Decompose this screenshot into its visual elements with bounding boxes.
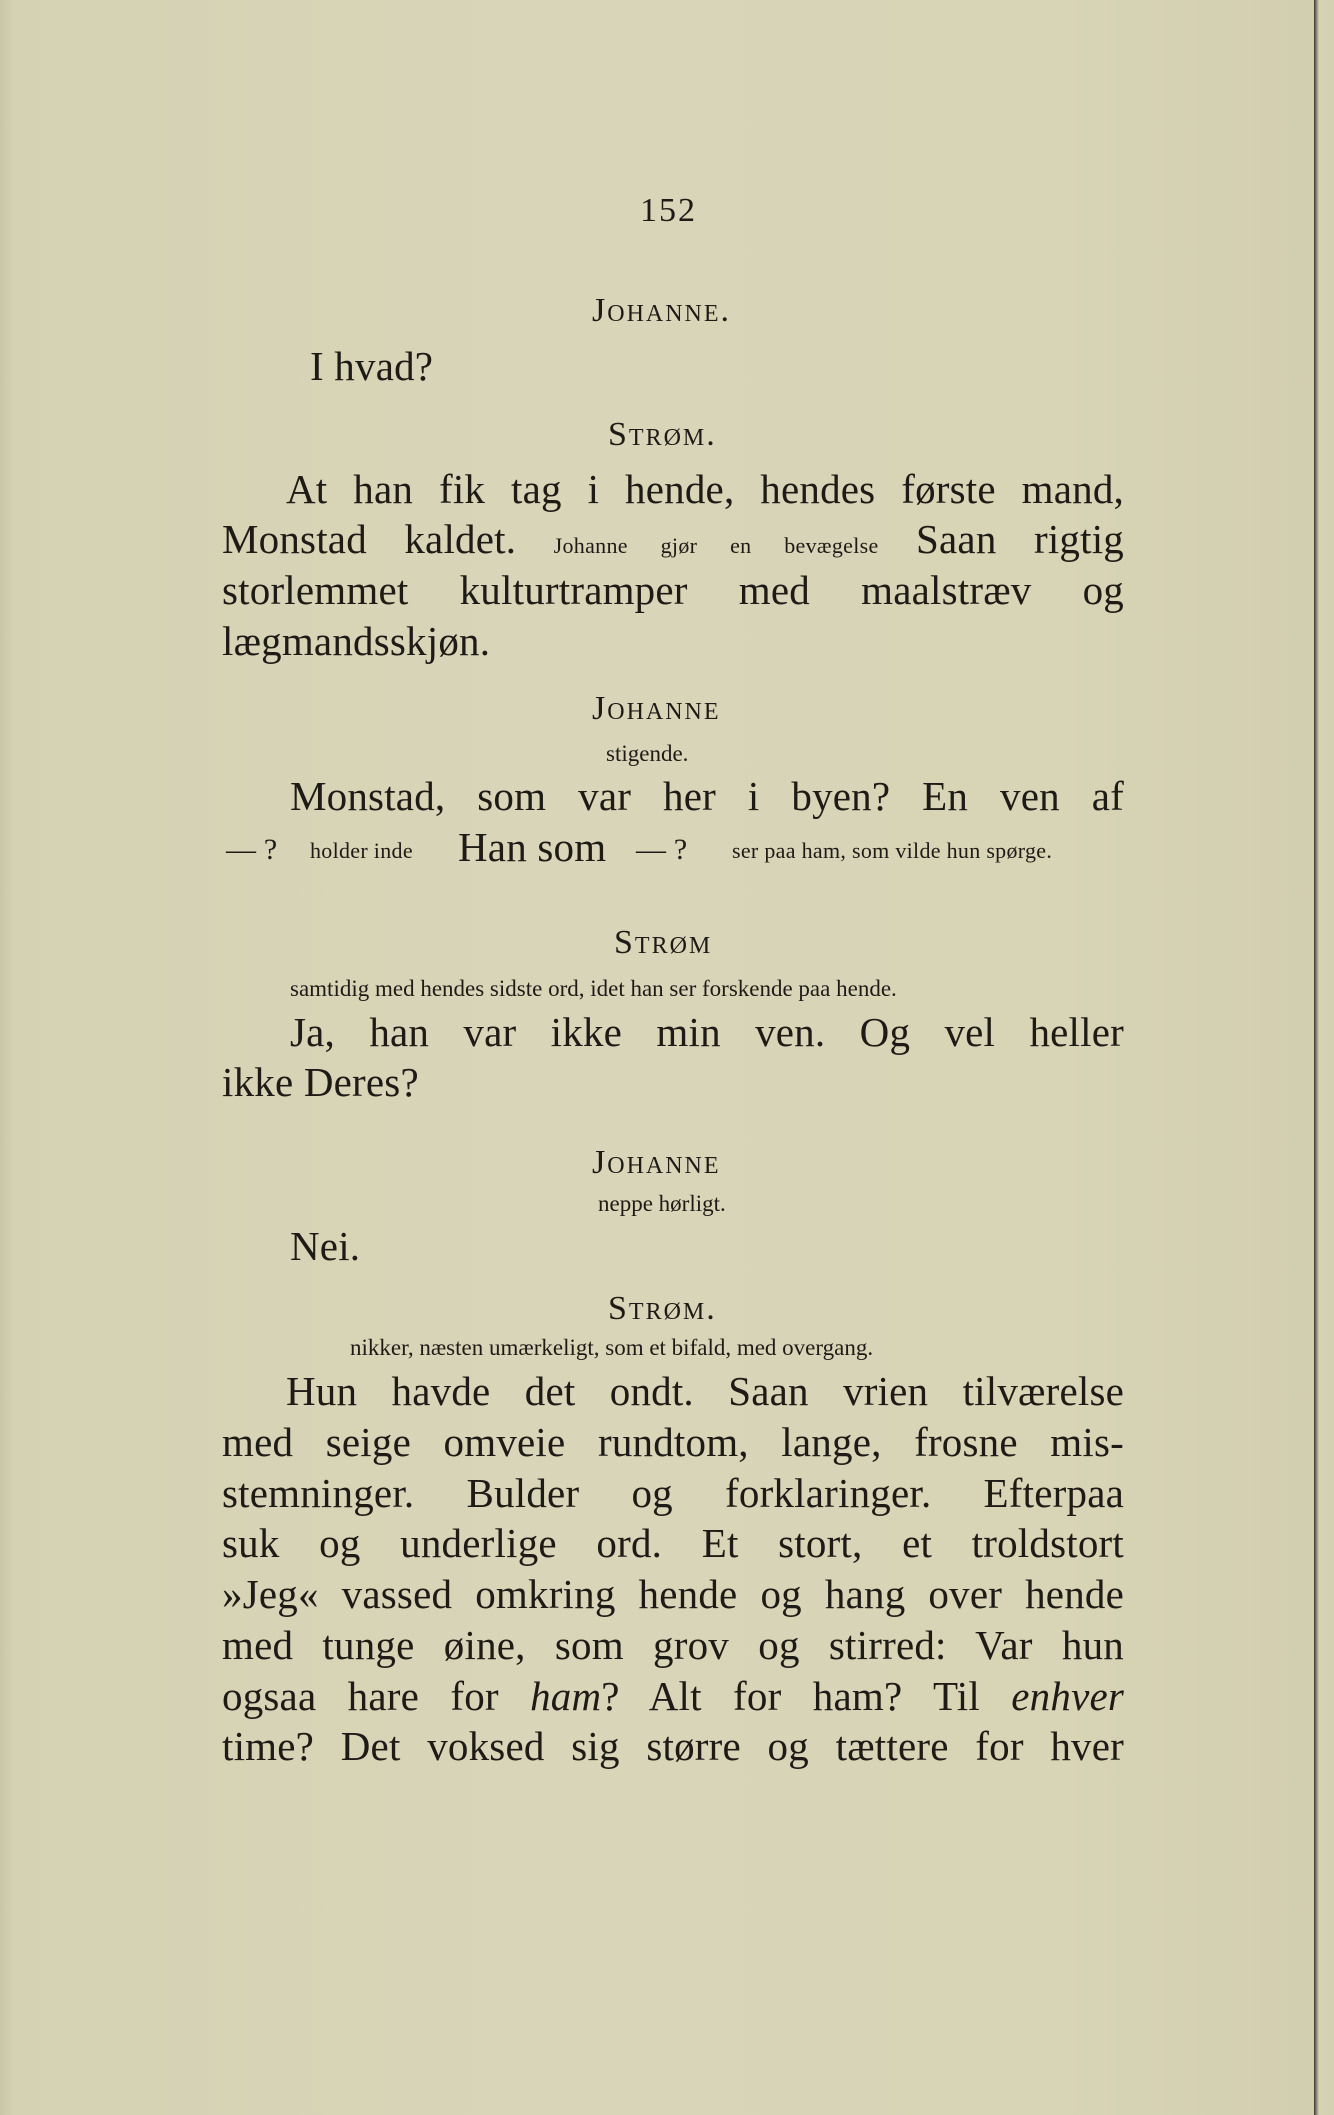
emphasis-text: enhver <box>1011 1673 1125 1719</box>
dialogue-line: I hvad? <box>310 343 434 389</box>
stage-direction: nikker, næsten umærkeligt, som et bifald, med overgang. <box>350 1335 874 1360</box>
dialogue-text: ? Alt for ham? Til <box>601 1673 980 1719</box>
stage-direction: Johanne gjør en bevægelse <box>553 533 879 558</box>
dialogue-line: ikke Deres? <box>222 1059 419 1105</box>
dialogue-line: stemninger. Bulder og forklaringer. Efterpaa <box>222 1470 1124 1516</box>
page-edge <box>1314 0 1334 2115</box>
speaker-strom: Strøm <box>614 924 713 961</box>
dialogue-text: ogsaa hare for <box>222 1673 499 1719</box>
dialogue-line: At han fik tag i hende, hendes første mand, <box>286 466 1124 512</box>
dialogue-line: Nei. <box>290 1223 361 1269</box>
dialogue-text: Monstad kaldet. <box>222 516 517 562</box>
dialogue-line: suk og underlige ord. Et stort, et troldstort <box>222 1520 1124 1566</box>
dash-question: — ? <box>226 833 278 866</box>
emphasis-text: ham <box>530 1673 602 1719</box>
dialogue-line-with-emphasis <box>222 1672 1124 1720</box>
page-number: 152 <box>640 192 697 229</box>
dialogue-line: med tunge øine, som grov og stirred: Var hun <box>222 1622 1124 1668</box>
dialogue-text: Saan rigtig <box>916 516 1125 562</box>
stage-direction: stigende. <box>606 741 689 766</box>
speaker-strom: Strøm. <box>608 416 717 453</box>
dialogue-line: Ja, han var ikke min ven. Og vel heller <box>290 1009 1124 1055</box>
dialogue-line: Monstad, som var her i byen? En ven af <box>290 773 1124 819</box>
dialogue-line-with-direction <box>222 515 1124 563</box>
stage-direction: ser paa ham, som vilde hun spørge. <box>732 838 1053 863</box>
stage-direction: samtidig med hendes sidste ord, idet han ser forskende paa hende. <box>290 976 897 1001</box>
page-gutter-shadow <box>0 0 14 2115</box>
dialogue-line: lægmandsskjøn. <box>222 618 491 664</box>
speaker-strom: Strøm. <box>608 1290 717 1327</box>
dialogue-line: storlemmet kulturtramper med maalstræv og <box>222 567 1124 613</box>
speaker-johanne: Johanne <box>592 690 721 727</box>
dialogue-line: Hun havde det ondt. Saan vrien tilværelse <box>286 1368 1124 1414</box>
dialogue-line: med seige omveie rundtom, lange, frosne mis- <box>222 1419 1124 1465</box>
dialogue-text: Han som <box>458 824 607 870</box>
speaker-johanne: Johanne. <box>592 292 732 329</box>
stage-direction: neppe hørligt. <box>598 1191 726 1216</box>
dash-question: — ? <box>636 833 688 866</box>
dialogue-line: »Jeg« vassed omkring hende og hang over hende <box>222 1571 1124 1617</box>
speaker-johanne: Johanne <box>592 1144 721 1181</box>
dialogue-line: time? Det voksed sig større og tættere for hver <box>222 1723 1124 1769</box>
stage-direction: holder inde <box>310 838 413 863</box>
